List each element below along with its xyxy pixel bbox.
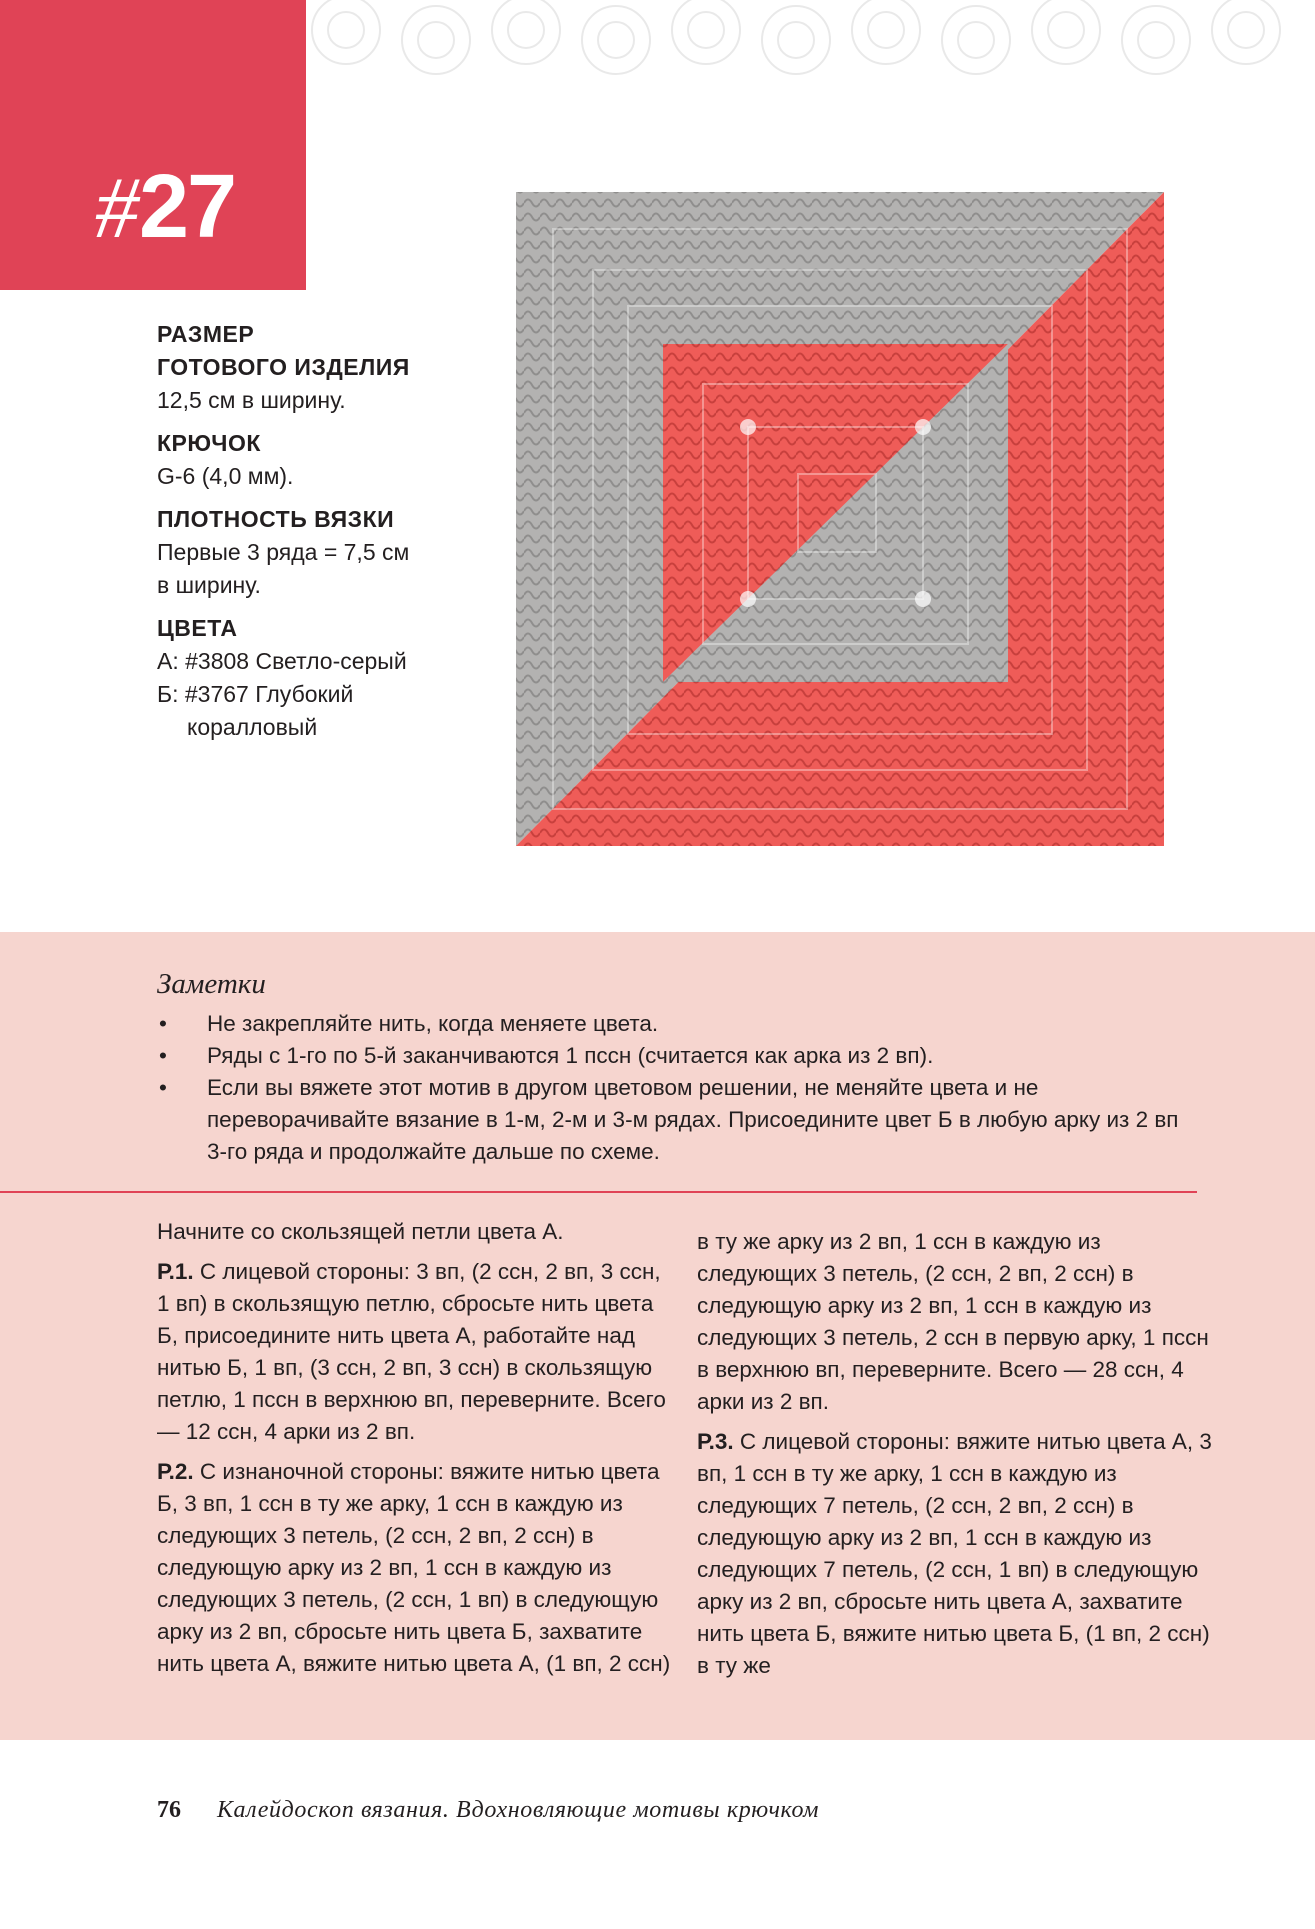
- specs-block: [157, 318, 497, 744]
- hook-heading: КРЮЧОК: [157, 430, 261, 456]
- round-1-label: Р.1.: [157, 1259, 194, 1284]
- note-item: • Ряды с 1-го по 5-й заканчиваются 1 пссн (считается как арка из 2 вп).: [157, 1040, 1197, 1072]
- motif-number-badge: [0, 0, 306, 290]
- hook-value: G-6 (4,0 мм).: [157, 463, 294, 489]
- round-1-text: С лицевой стороны: 3 вп, (2 ссн, 2 вп, 3 ссн, 1 вп) в скользящую петлю, сбросьте нить цвета Б, присоедините нить цвета А, работайте над нитью Б, 1 вп, (3 ссн, 2 вп, 3 ссн) в скользящую петлю, 1 пссн в верхнюю вп, переверните. Всего — 12 ссн, 4 арки из 2 вп.: [157, 1259, 666, 1444]
- round-2-label: Р.2.: [157, 1459, 194, 1484]
- color-b-line2: коралловый: [187, 714, 318, 740]
- size-heading: РАЗМЕР: [157, 321, 255, 347]
- instructions-column-left: [157, 1216, 677, 1688]
- book-title: Калейдоскоп вязания. Вдохновляющие мотивы крючком: [217, 1797, 820, 1823]
- motif-number-hash: #: [95, 160, 139, 257]
- colors-heading: ЦВЕТА: [157, 615, 238, 641]
- size-value: 12,5 см в ширину.: [157, 387, 346, 413]
- gauge-value: Первые 3 ряда = 7,5 см: [157, 539, 410, 565]
- notes-list: [157, 1008, 1197, 1168]
- note-item: • Не закрепляйте нить, когда меняете цвета.: [157, 1008, 1197, 1040]
- round-2-continued: в ту же арку из 2 вп, 1 ссн в каждую из следующих 3 петель, (2 ссн, 2 вп, 2 ссн) в следующую арку из 2 вп, 1 ссн в каждую из следующих 3 петель, 2 ссн в первую арку, 1 пссн в верхнюю вп, переверните. Всего — 28 ссн, 4 арки из 2 вп.: [697, 1229, 1209, 1414]
- motif-number: [95, 157, 236, 257]
- notes-title: Заметки: [157, 968, 266, 1000]
- page-footer: [157, 1797, 819, 1824]
- decorative-lace-pattern: [306, 0, 1315, 96]
- round-2-text: С изнаночной стороны: вяжите нитью цвета Б, 3 вп, 1 ссн в ту же арку, 1 ссн в каждую из следующих 3 петель, (2 ссн, 2 вп, 2 ссн) в следующую арку из 2 вп, 1 ссн в каждую из следующих 3 петель, (2 ссн, 1 вп) в следующую арку из 2 вп, сбросьте нить цвета Б, захватите нить цвета А, вяжите нитью цвета А, (1 вп, 2 ссн): [157, 1459, 671, 1676]
- round-2: [157, 1456, 677, 1680]
- round-3-label: Р.3.: [697, 1429, 734, 1454]
- round-3: [697, 1426, 1217, 1682]
- motif-number-digits: 27: [139, 157, 236, 257]
- gauge-value-line2: в ширину.: [157, 572, 261, 598]
- round-3-text: С лицевой стороны: вяжите нитью цвета А, 3 вп, 1 ссн в ту же арку, 1 ссн в каждую из следующих 7 петель, (2 ссн, 2 вп, 2 ссн) в следующую арку из 2 вп, 1 ссн в каждую из следующих 7 петель, (2 ссн, 1 вп) в следующую арку из 2 вп, сбросьте нить цвета А, захватите нить цвета Б, вяжите нитью цвета Б, (1 вп, 2 ссн) в ту же: [697, 1429, 1212, 1678]
- instructions-column-right: [697, 1226, 1217, 1690]
- section-divider: [0, 1191, 1197, 1193]
- intro-text: Начните со скользящей петли цвета А.: [157, 1219, 564, 1244]
- size-heading-line2: ГОТОВОГО ИЗДЕЛИЯ: [157, 354, 410, 380]
- gauge-heading: ПЛОТНОСТЬ ВЯЗКИ: [157, 506, 395, 532]
- note-item: • Если вы вяжете этот мотив в другом цветовом решении, не меняйте цвета и не переворачивайте вязание в 1-м, 2-м и 3-м рядах. Присоедините цвет Б в любую арку из 2 вп 3-го ряда и продолжайте дальше по схеме.: [157, 1072, 1197, 1168]
- page-number: 76: [157, 1797, 181, 1823]
- crochet-square-photo: [508, 182, 1228, 892]
- color-b: Б: #3767 Глубокий: [157, 681, 354, 707]
- color-a: А: #3808 Светло-серый: [157, 648, 407, 674]
- round-1: [157, 1256, 677, 1448]
